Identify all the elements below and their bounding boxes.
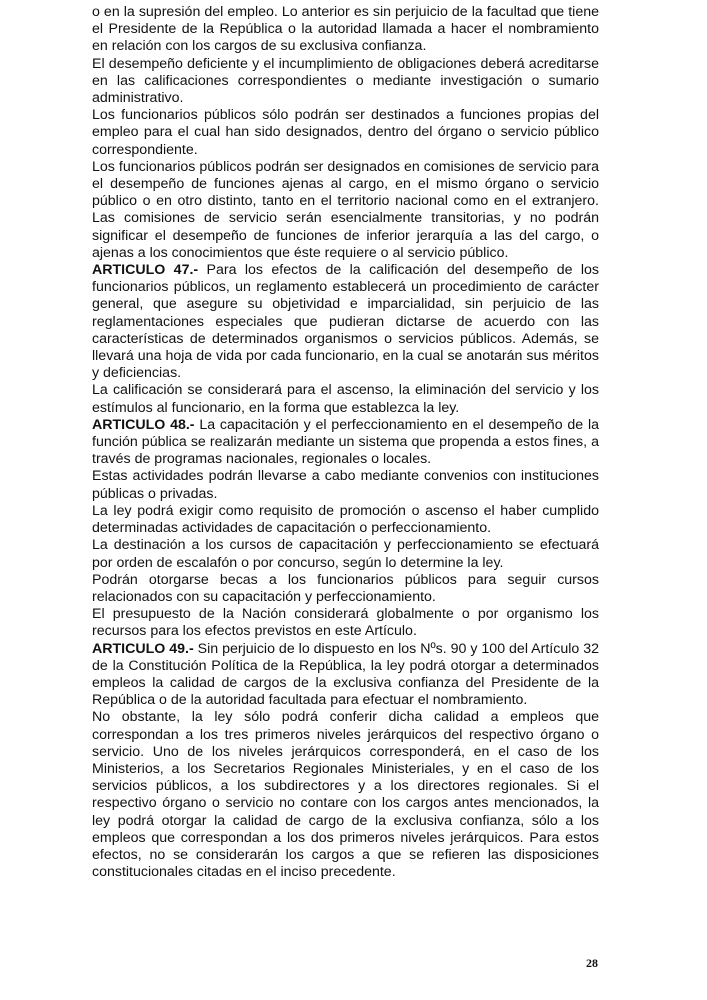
paragraph-text: La ley podrá exigir como requisito de promoción o ascenso el haber cumplido determinadas actividades de capacitación o perfeccionamiento. xyxy=(92,502,599,537)
paragraph xyxy=(92,709,599,881)
paragraph-text: Estas actividades podrán llevarse a cabo mediante convenios con instituciones públicas o privadas. xyxy=(92,468,599,502)
page-number: 28 xyxy=(586,956,598,970)
paragraph-text: La calificación se considerará para el ascenso, la eliminación del servicio y los estímulos al funcionario, en la forma que establezca la ley. xyxy=(92,382,599,416)
paragraph-text: El presupuesto de la Nación considerará globalmente o por organismo los recursos para los efectos previstos en este Artículo. xyxy=(92,606,599,640)
paragraph xyxy=(92,537,599,571)
paragraph xyxy=(92,382,599,416)
paragraph-text: La capacitación y el perfeccionamiento en el desempeño de la función pública se realizarán mediante un sistema que propenda a estos fines, a través de programas nacionales, regionales o locales. xyxy=(92,416,599,468)
article-heading: ARTICULO 47.- xyxy=(92,262,199,279)
paragraph-text: No obstante, la ley sólo podrá conferir dicha calidad a empleos que correspondan a los tres primeros niveles jerárquicos del respectivo órgano o servicio. Uno de los niveles jerárquicos corresponderá, en el caso de los Ministerios, a los Secretarios Regionales Ministeriales, y en el caso de los servicios públicos, a los subdirectores y a los directores regionales. Si el respectivo órgano o servicio no contare con los cargos antes mencionados, la ley podrá otorgar la calidad de cargo de la exclusiva confianza, sólo a los empleos que correspondan a los dos primeros niveles jerárquicos. Para estos efectos, no se considerarán los cargos a que se refieren las disposiciones constitucionales citadas en el inciso precedente. xyxy=(92,709,599,881)
paragraph xyxy=(92,107,599,159)
article-heading: ARTICULO 49.- xyxy=(92,640,194,657)
paragraph xyxy=(92,572,599,606)
paragraph-text: Podrán otorgarse becas a los funcionarios públicos para seguir cursos relacionados con su capacitación y perfeccionamiento. xyxy=(92,571,599,605)
paragraph-text: Los funcionarios públicos sólo podrán ser destinados a funciones propias del empleo para el cual han sido designados, dentro del órgano o servicio público correspondiente. xyxy=(92,107,599,158)
paragraph xyxy=(92,56,599,108)
article-48-paragraph xyxy=(92,417,599,469)
paragraph-text: El desempeño deficiente y el incumplimiento de obligaciones deberá acreditarse en las calificaciones correspondientes o mediante investigación o sumario administrativo. xyxy=(92,55,599,107)
paragraph xyxy=(92,159,599,262)
document-body xyxy=(92,4,599,881)
paragraph-text: La destinación a los cursos de capacitación y perfeccionamiento se efectuará por orden de escalafón o por concurso, según lo determine la ley. xyxy=(92,537,599,571)
paragraph xyxy=(92,468,599,502)
article-49-paragraph xyxy=(92,641,599,710)
paragraph xyxy=(92,606,599,640)
paragraph xyxy=(92,503,599,537)
paragraph xyxy=(92,4,599,56)
article-heading: ARTICULO 48.- xyxy=(92,416,195,433)
paragraph-text: Para los efectos de la calificación del desempeño de los funcionarios públicos, un reglamento establecerá un procedimiento de carácter general, que asegure su objetividad e imparcialidad, sin perjuicio de las reglamentaciones especiales que pudieran dictarse de acuerdo con las características de determinados organismos o servicios públicos. Además, se llevará una hoja de vida por cada funcionario, en la cual se anotarán sus méritos y deficiencias. xyxy=(92,262,599,382)
paragraph-text: Los funcionarios públicos podrán ser designados en comisiones de servicio para el desempeño de funciones ajenas al cargo, en el mismo órgano o servicio público o en otro distinto, tanto en el territorio nacional como en el extranjero. Las comisiones de servicio serán esencialmente transitorias, y no podrán significar el desempeño de funciones de inferior jerarquía a las del cargo, o ajenas a los conocimientos que éste requiere o al servicio público. xyxy=(92,158,599,261)
paragraph-text: Sin perjuicio de lo dispuesto en los Nºs. 90 y 100 del Artículo 32 de la Constitución Política de la República, la ley podrá otorgar a determinados empleos la calidad de cargos de la exclusiva confianza del Presidente de la República o de la autoridad facultada para efectuar el nombramiento. xyxy=(92,640,599,709)
article-47-paragraph xyxy=(92,262,599,382)
paragraph-text: o en la supresión del empleo. Lo anterior es sin perjuicio de la facultad que tiene el Presidente de la República o la autoridad llamada a hacer el nombramiento en relación con los cargos de su exclusiva confianza. xyxy=(92,4,599,55)
